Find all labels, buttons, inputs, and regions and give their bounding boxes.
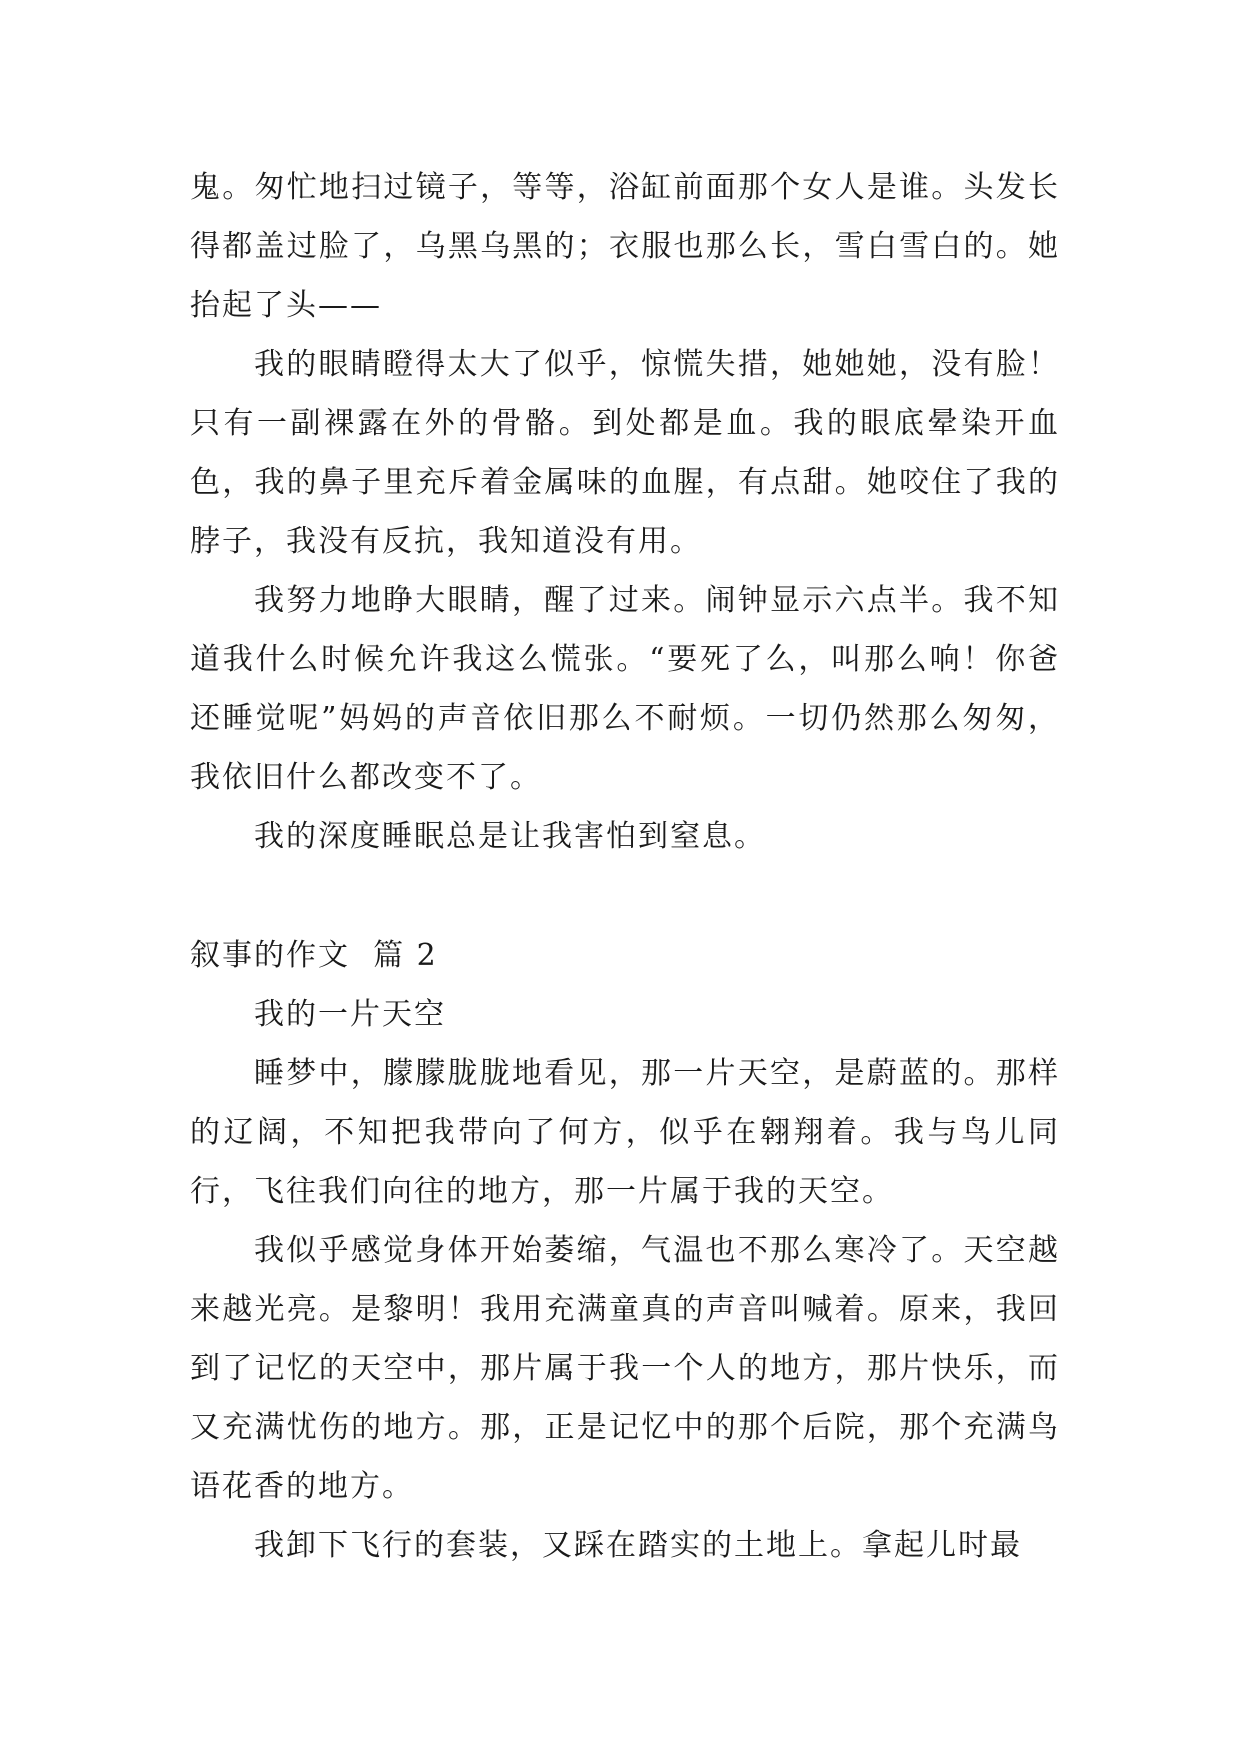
paragraph: 我的眼睛瞪得太大了似乎，惊慌失措，她她她，没有脸！只有一副裸露在外的骨骼。到处都是血。我的眼底晕染开血色，我的鼻子里充斥着金属味的血腥，有点甜。她咬住了我的脖子，我没有反抗，我知道没有用。	[190, 347, 1060, 559]
section-heading: 叙事的作文 篇 2	[190, 938, 438, 973]
paragraph: 我似乎感觉身体开始萎缩，气温也不那么寒冷了。天空越来越光亮。是黎明！我用充满童真的声音叫喊着。原来，我回到了记忆的天空中，那片属于我一个人的地方，那片快乐，而又充满忧伤的地方。那，正是记忆中的那个后院，那个充满鸟语花香的地方。	[190, 1233, 1060, 1504]
paragraph-continued: 鬼。匆忙地扫过镜子，等等，浴缸前面那个女人是谁。头发长得都盖过脸了，乌黑乌黑的；衣服也那么长，雪白雪白的。她抬起了头——	[190, 170, 1060, 323]
paragraph: 我努力地睁大眼睛，醒了过来。闹钟显示六点半。我不知道我什么时候允许我这么慌张。“要死了么，叫那么响！你爸还睡觉呢”妈妈的声音依旧那么不耐烦。一切仍然那么匆匆，我依旧什么都改变不了。	[190, 583, 1060, 795]
paragraph: 我的深度睡眠总是让我害怕到窒息。	[254, 819, 766, 854]
paragraph: 我卸下飞行的套装，又踩在踏实的土地上。拿起儿时最	[254, 1528, 1022, 1563]
paragraph: 睡梦中，朦朦胧胧地看见，那一片天空，是蔚蓝的。那样的辽阔，不知把我带向了何方，似乎在翱翔着。我与鸟儿同行，飞往我们向往的地方，那一片属于我的天空。	[190, 1056, 1060, 1209]
document-body	[190, 158, 1060, 1575]
essay-title: 我的一片天空	[254, 997, 446, 1032]
